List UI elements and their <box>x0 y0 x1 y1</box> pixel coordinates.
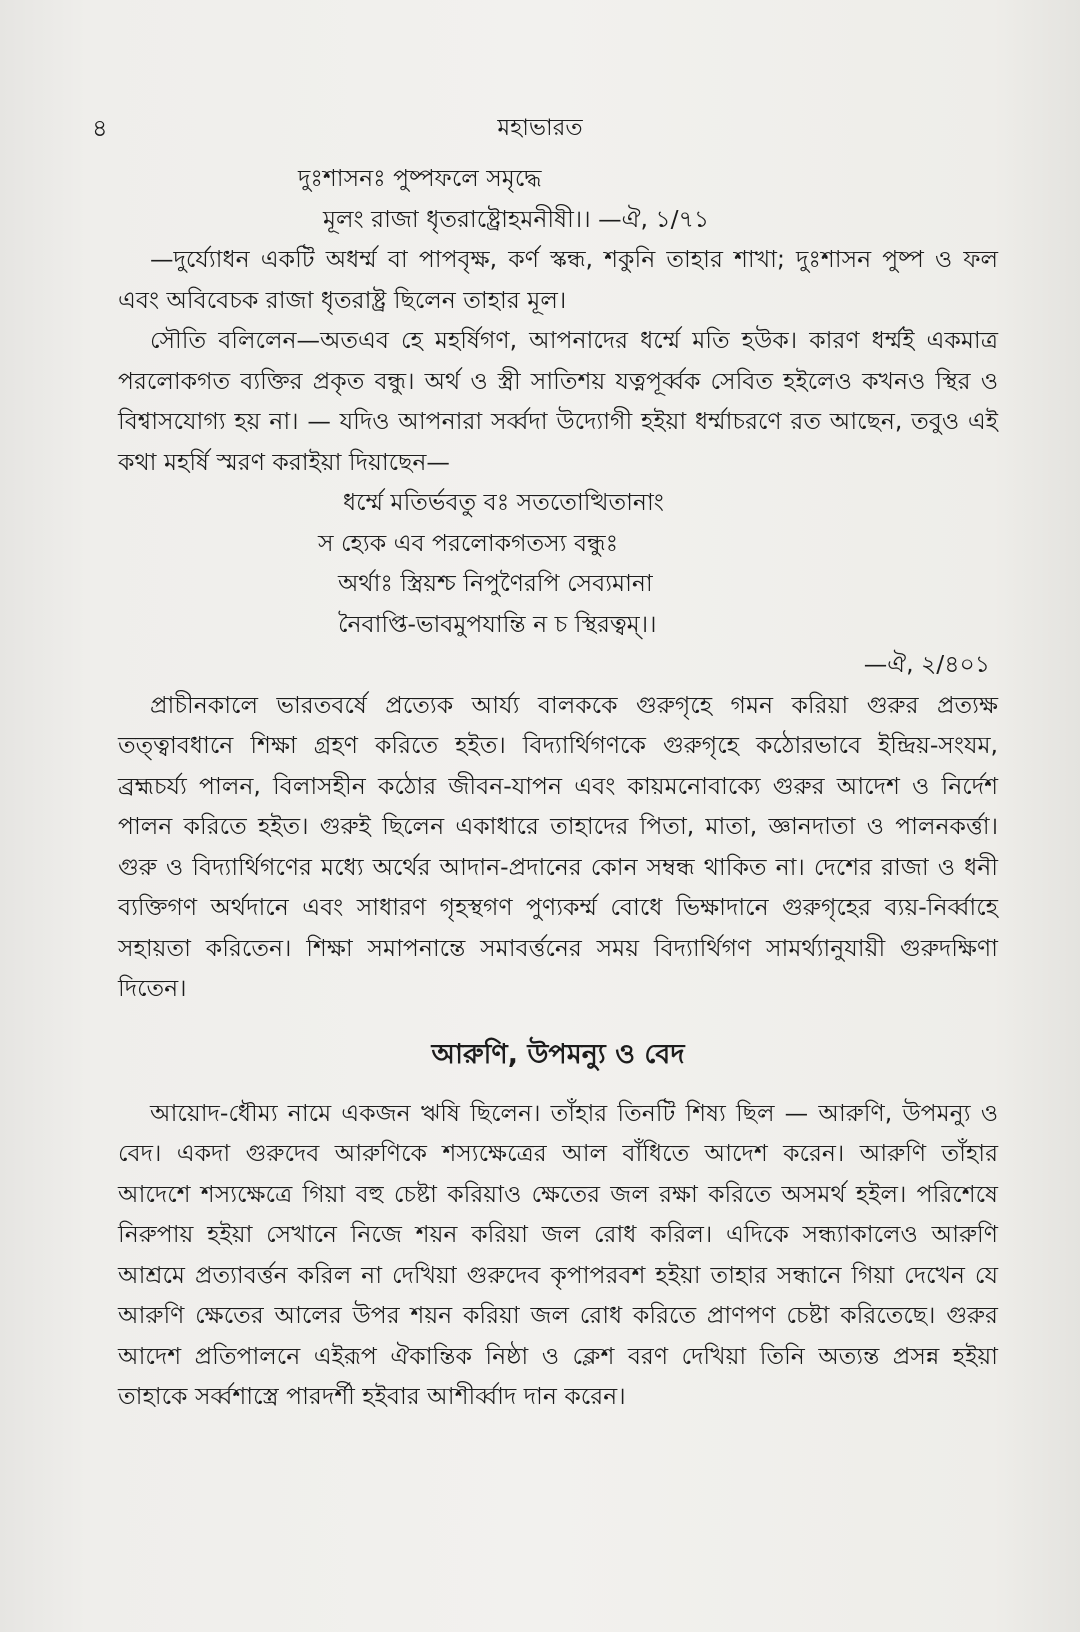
page-number: ৪ <box>92 114 108 142</box>
verse-line: দুঃশাসনঃ পুষ্পফলে সমৃদ্ধে <box>298 164 542 192</box>
verse-line: অর্থাঃ স্ত্রিয়শ্চ নিপুণৈরপি সেব্যমানা <box>338 569 653 597</box>
verse-line: ধর্ম্মে মতির্ভবতু বঃ সততোত্থিতানাং <box>343 488 664 516</box>
verse-block-2 <box>118 482 998 685</box>
page-header <box>0 108 1080 148</box>
verse-line: মূলং রাজা ধৃতরাষ্ট্রোহমনীষী।। —ঐ, ১/৭১ <box>323 204 710 233</box>
paragraph-aruni-story: আয়োদ-ধৌম্য নামে একজন ঋষি ছিলেন। তাঁহার তিনটি শিষ্য ছিল — আরুণি, উপমন্যু ও বেদ। একদা গুরুদেব আরুণিকে শস্যক্ষেত্রের আল বাঁধিতে আদেশ করেন। আরুণি তাঁহার আদেশে শস্যক্ষেত্রে গিয়া বহু চেষ্টা করিয়াও ক্ষেতের জল রক্ষা করিতে অসমর্থ হইল। পরিশেষে নিরুপায় হইয়া সেখানে নিজে শয়ন করিয়া জল রোধ করিল। এদিকে সন্ধ্যাকালেও আরুণি আশ্রমে প্রত্যাবর্ত্তন করিল না দেখিয়া গুরুদেব কৃপাপরবশ হইয়া তাহার সন্ধানে গিয়া দেখেন যে আরুণি ক্ষেতের আলের উপর শয়ন করিয়া জল রোধ করিতে প্রাণপণ চেষ্টা করিতেছে। গুরুর আদেশ প্রতিপালনে এইরূপ ঐকান্তিক নিষ্ঠা ও ক্লেশ বরণ দেখিয়া তিনি অত্যন্ত প্রসন্ন হইয়া তাহাকে সর্ব্বশাস্ত্রে পারদর্শী হইবার আশীর্ব্বাদ দান করেন। <box>118 1098 998 1410</box>
running-head: মহাভারত <box>497 115 583 141</box>
page-content <box>118 158 998 1417</box>
section-title: আরুণি, উপমন্যু ও বেদ <box>431 1038 685 1070</box>
verse-citation: —ঐ, ২/৪০১ <box>863 650 990 678</box>
paragraph-sauti: সৌতি বলিলেন—অতএব হে মহর্ষিগণ, আপনাদের ধর্ম্মে মতি হউক। কারণ ধর্ম্মই একমাত্র পরলোকগত ব্যক্তির প্রকৃত বন্ধু। অর্থ ও স্ত্রী সাতিশয় যত্নপূর্ব্বক সেবিত হইলেও কখনও স্থির ও বিশ্বাসযোগ্য হয় না। — যদিও আপনারা সর্ব্বদা উদ্যোগী হইয়া ধর্ম্মাচরণে রত আছেন, তবুও এই কথা মহর্ষি স্মরণ করাইয়া দিয়াছেন— <box>118 326 998 476</box>
paragraph-gurukul: প্রাচীনকালে ভারতবর্ষে প্রত্যেক আর্য্য বালককে গুরুগৃহে গমন করিয়া গুরুর প্রত্যক্ষ তত্ত্বাবধানে শিক্ষা গ্রহণ করিতে হইত। বিদ্যার্থিগণকে গুরুগৃহে কঠোরভাবে ইন্দ্রিয়-সংযম, ব্রহ্মচর্য্য পালন, বিলাসহীন কঠোর জীবন-যাপন এবং কায়মনোবাক্যে গুরুর আদেশ ও নির্দেশ পালন করিতে হইত। গুরুই ছিলেন একাধারে তাহাদের পিতা, মাতা, জ্ঞানদাতা ও পালনকর্ত্তা। গুরু ও বিদ্যার্থিগণের মধ্যে অর্থের আদান-প্রদানের কোন সম্বন্ধ থাকিত না। দেশের রাজা ও ধনী ব্যক্তিগণ অর্থদানে এবং সাধারণ গৃহস্থগণ পুণ্যকর্ম্ম বোধে ভিক্ষাদানে গুরুগৃহের ব্যয়-নির্ব্বাহে সহায়তা করিতেন। শিক্ষা সমাপনান্তে সমাবর্ত্তনের সময় বিদ্যার্থিগণ সামর্থ্যানুযায়ী গুরুদক্ষিণা দিতেন। <box>118 690 998 1002</box>
verse-line: স হ্যেক এব পরলোকগতস্য বন্ধুঃ <box>318 528 619 557</box>
verse-line: নৈবাপ্তি-ভাবমুপযান্তি ন চ স্থিরত্বম্।। <box>338 609 657 638</box>
paragraph-verse-meaning: —দুর্য্যোধন একটি অধর্ম্ম বা পাপবৃক্ষ, কর্ণ স্কন্ধ, শকুনি তাহার শাখা; দুঃশাসন পুষ্প ও ফল এবং অবিবেচক রাজা ধৃতরাষ্ট্র ছিলেন তাহার মূল। <box>118 245 998 314</box>
verse-block-1 <box>118 158 998 239</box>
